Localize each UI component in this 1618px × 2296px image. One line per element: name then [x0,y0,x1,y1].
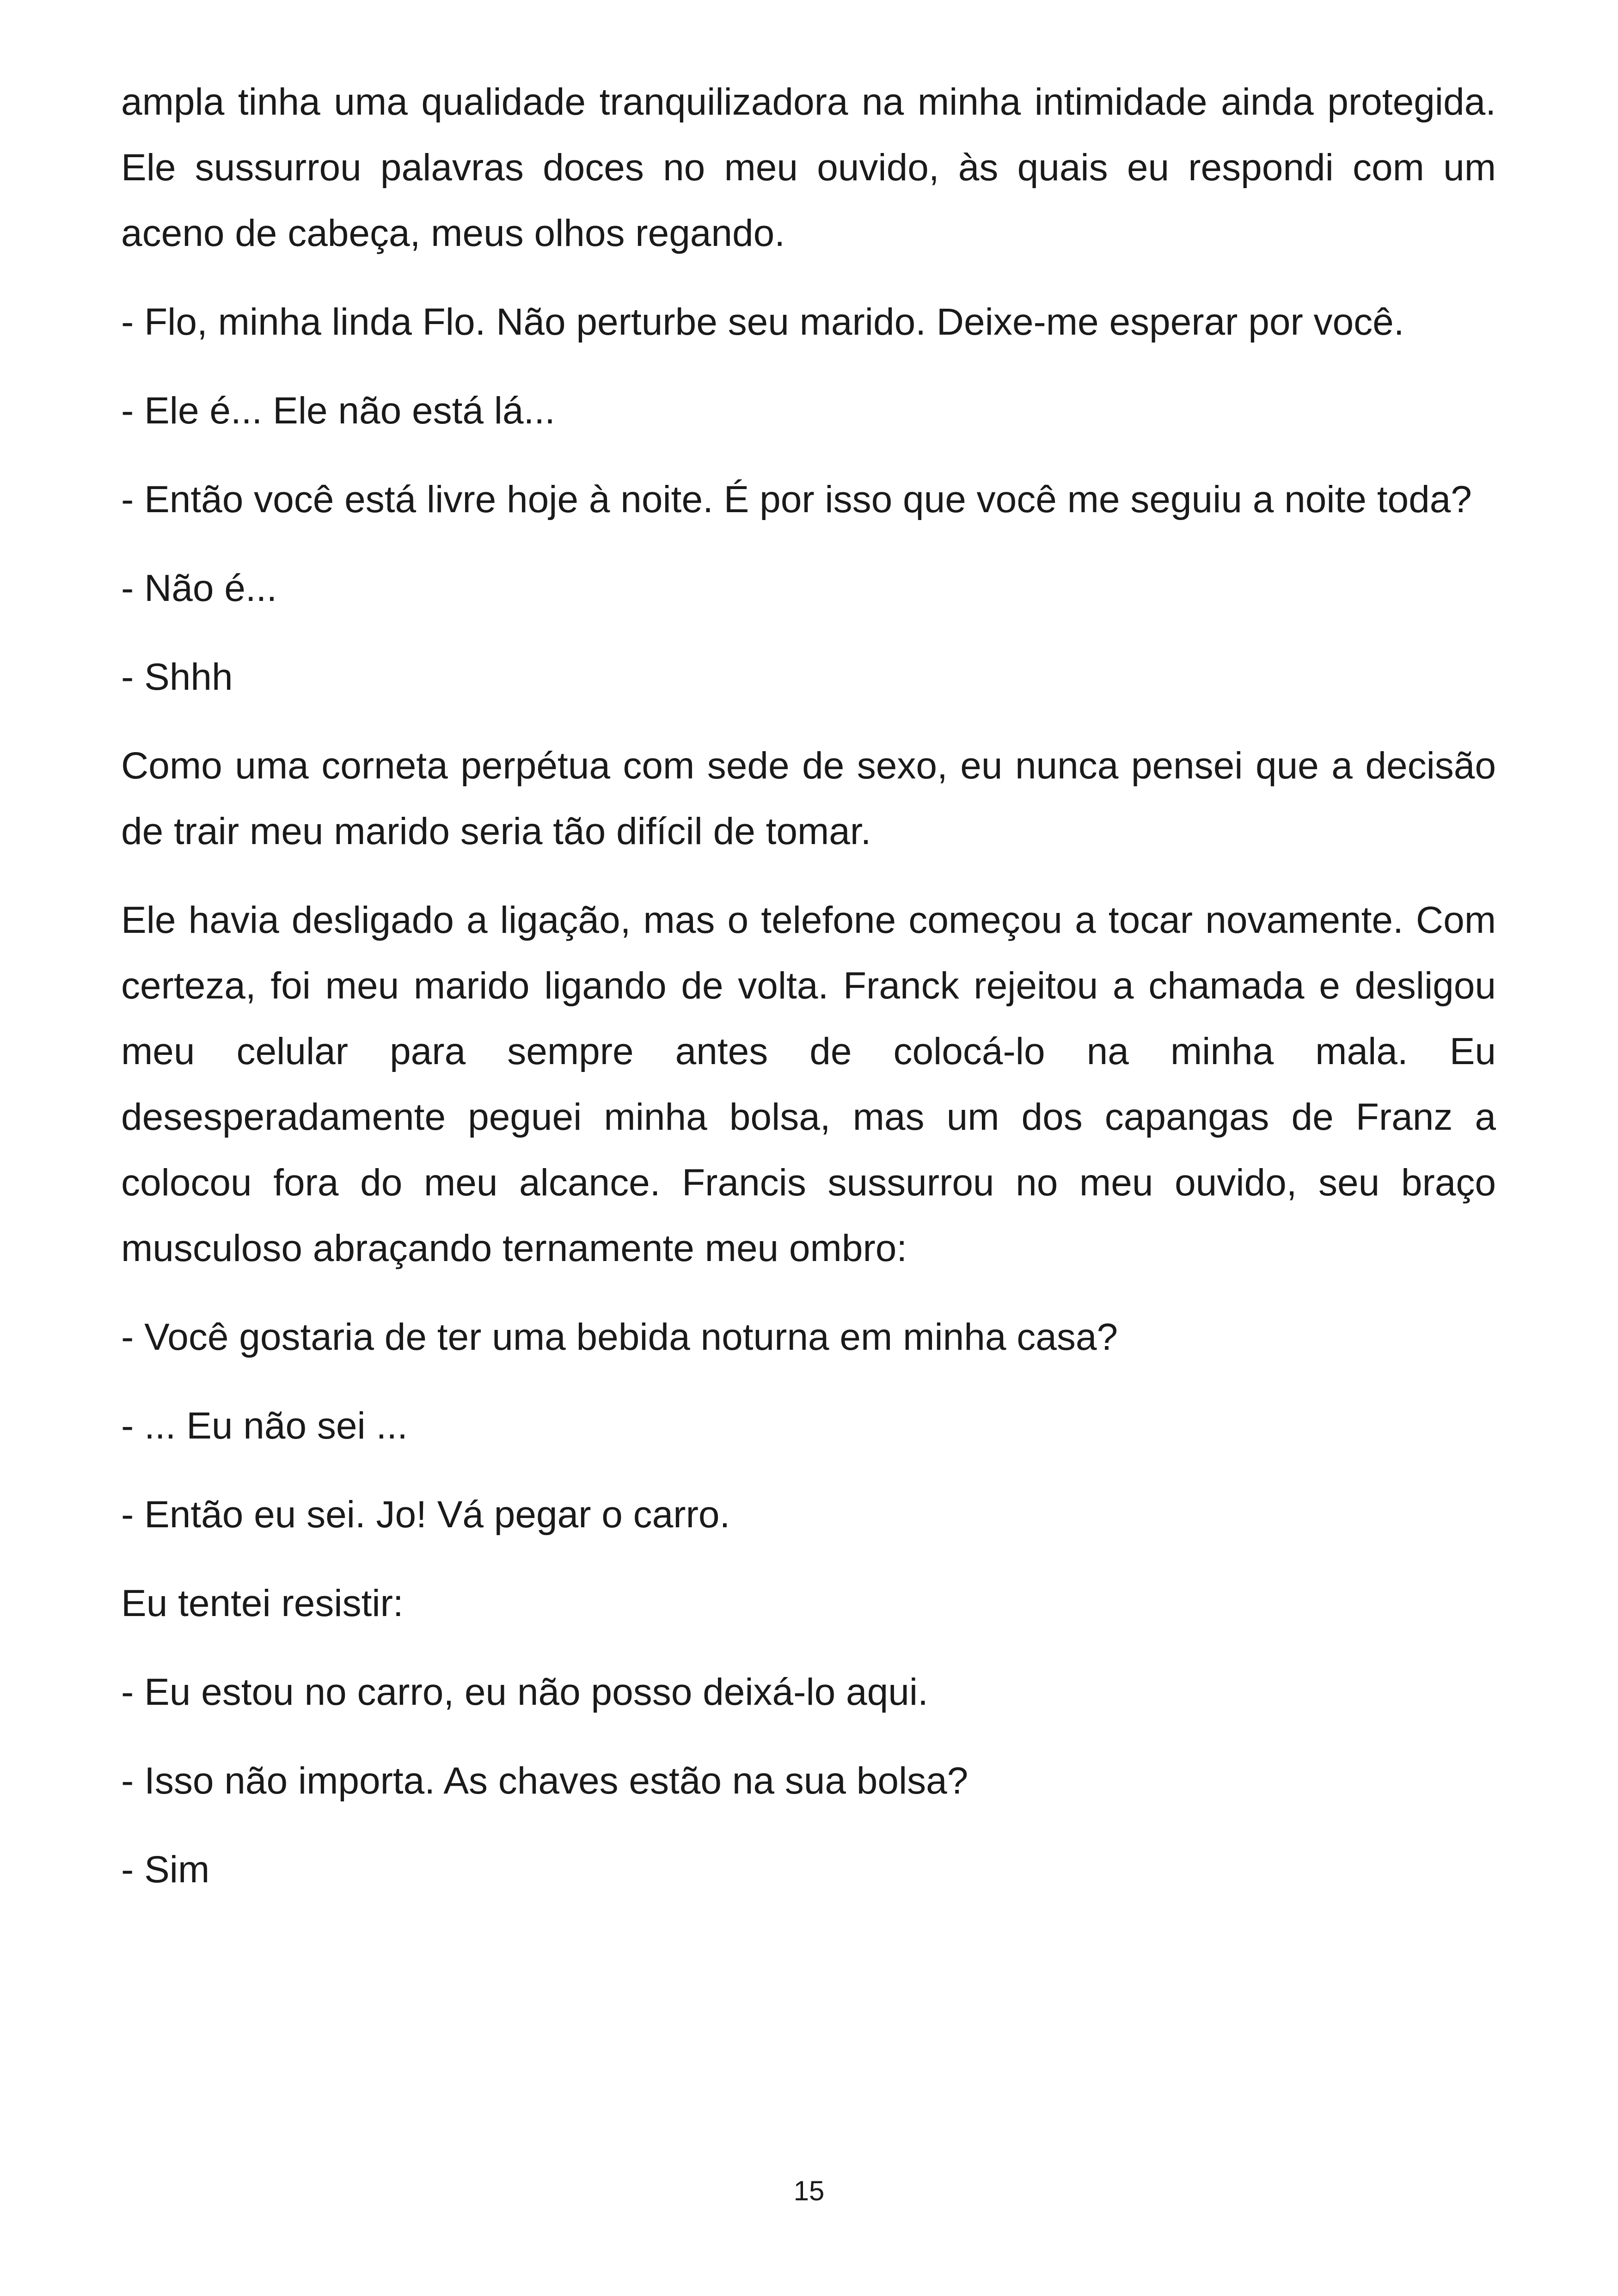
paragraph: - Então eu sei. Jo! Vá pegar o carro. [121,1494,730,1536]
page-body [121,69,1496,1926]
paragraph: Como uma corneta perpétua com sede de sexo, eu nunca pensei que a decisão de trair meu marido seria tão difícil de tomar. [121,745,1496,852]
paragraph: Ele havia desligado a ligação, mas o telefone começou a tocar novamente. Com certeza, foi meu marido ligando de volta. Franck rejeitou a chamada e desligou meu celular para sempre antes de colocá-lo na minha mala. Eu desesperadamente peguei minha bolsa, mas um dos capangas de Franz a colocou fora do meu alcance. Francis sussurrou no meu ouvido, seu braço musculoso abraçando ternamente meu ombro: [121,899,1496,1269]
paragraph: - Ele é... Ele não está lá... [121,390,555,432]
paragraph: - Shhh [121,656,233,698]
paragraph: - Flo, minha linda Flo. Não perturbe seu marido. Deixe-me esperar por você. [121,301,1404,343]
paragraph: - Eu estou no carro, eu não posso deixá-lo aqui. [121,1671,928,1713]
paragraph: - Você gostaria de ter uma bebida noturna em minha casa? [121,1316,1118,1358]
page-number: 15 [793,2175,825,2206]
paragraph: - Então você está livre hoje à noite. É por isso que você me seguiu a noite toda? [121,478,1472,520]
paragraph: - Não é... [121,567,277,609]
paragraph: - Sim [121,1849,210,1891]
paragraph: - Isso não importa. As chaves estão na sua bolsa? [121,1760,968,1802]
paragraph: - ... Eu não sei ... [121,1405,408,1447]
paragraph: Eu tentei resistir: [121,1582,404,1624]
paragraph: ampla tinha uma qualidade tranquilizadora na minha intimidade ainda protegida. Ele sussurrou palavras doces no meu ouvido, às quais eu respondi com um aceno de cabeça, meus olhos regando. [121,81,1496,254]
